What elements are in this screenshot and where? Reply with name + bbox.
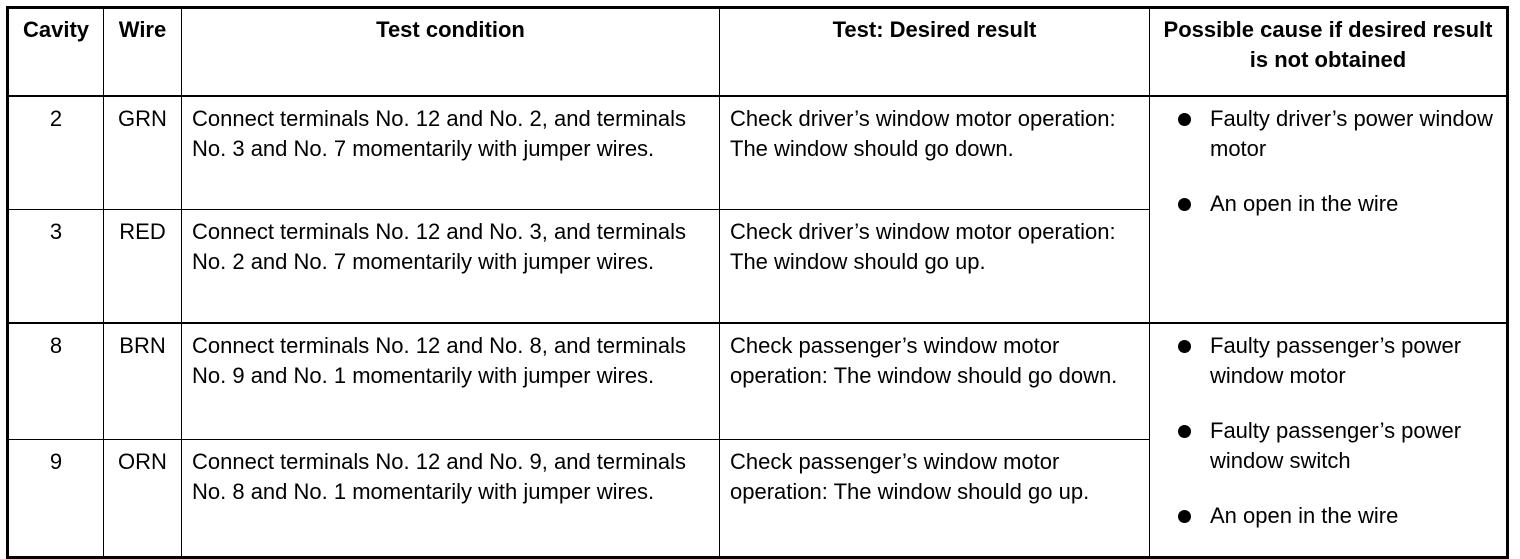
cavity-cell: 9: [8, 440, 104, 558]
bullet-icon: [1178, 340, 1191, 353]
condition-cell: Connect terminals No. 12 and No. 8, and terminals No. 9 and No. 1 momentarily with jumper wires.: [182, 323, 720, 440]
cause-item: [1178, 104, 1496, 164]
cause-list: [1178, 331, 1496, 531]
header-possible-cause: Possible cause if desired result is not obtained: [1150, 8, 1508, 97]
table-row: [8, 96, 1508, 210]
header-row: [8, 8, 1508, 97]
cause-text: Faulty passenger’s power window motor: [1210, 333, 1462, 388]
result-cell: Check driver’s window motor operation: The window should go down.: [720, 96, 1150, 210]
cause-item: [1178, 331, 1496, 391]
diagnostic-table: [6, 6, 1509, 559]
wire-cell: ORN: [104, 440, 182, 558]
diagnostic-table-container: [6, 6, 1506, 559]
cause-item: [1178, 416, 1496, 476]
result-cell: Check passenger’s window motor operation: The window should go up.: [720, 440, 1150, 558]
cause-text: An open in the wire: [1210, 503, 1399, 528]
cavity-cell: 8: [8, 323, 104, 440]
cause-list: [1178, 104, 1496, 219]
table-row: [8, 323, 1508, 440]
wire-cell: GRN: [104, 96, 182, 210]
bullet-icon: [1178, 425, 1191, 438]
result-cell: Check passenger’s window motor operation: The window should go down.: [720, 323, 1150, 440]
cavity-cell: 2: [8, 96, 104, 210]
bullet-icon: [1178, 198, 1191, 211]
header-wire: Wire: [104, 8, 182, 97]
cavity-cell: 3: [8, 210, 104, 324]
condition-cell: Connect terminals No. 12 and No. 9, and terminals No. 8 and No. 1 momentarily with jumper wires.: [182, 440, 720, 558]
header-cavity: Cavity: [8, 8, 104, 97]
wire-cell: RED: [104, 210, 182, 324]
wire-cell: BRN: [104, 323, 182, 440]
cause-text: An open in the wire: [1210, 191, 1399, 216]
cause-item: [1178, 501, 1496, 531]
header-test-condition: Test condition: [182, 8, 720, 97]
bullet-icon: [1178, 113, 1191, 126]
cause-cell: [1150, 323, 1508, 558]
header-desired-result: Test: Desired result: [720, 8, 1150, 97]
condition-cell: Connect terminals No. 12 and No. 3, and terminals No. 2 and No. 7 momentarily with jumper wires.: [182, 210, 720, 324]
cause-cell: [1150, 96, 1508, 323]
condition-cell: Connect terminals No. 12 and No. 2, and terminals No. 3 and No. 7 momentarily with jumper wires.: [182, 96, 720, 210]
bullet-icon: [1178, 510, 1191, 523]
result-cell: Check driver’s window motor operation: The window should go up.: [720, 210, 1150, 324]
cause-text: Faulty passenger’s power window switch: [1210, 418, 1462, 473]
cause-item: [1178, 189, 1496, 219]
cause-text: Faulty driver’s power window motor: [1210, 106, 1493, 161]
